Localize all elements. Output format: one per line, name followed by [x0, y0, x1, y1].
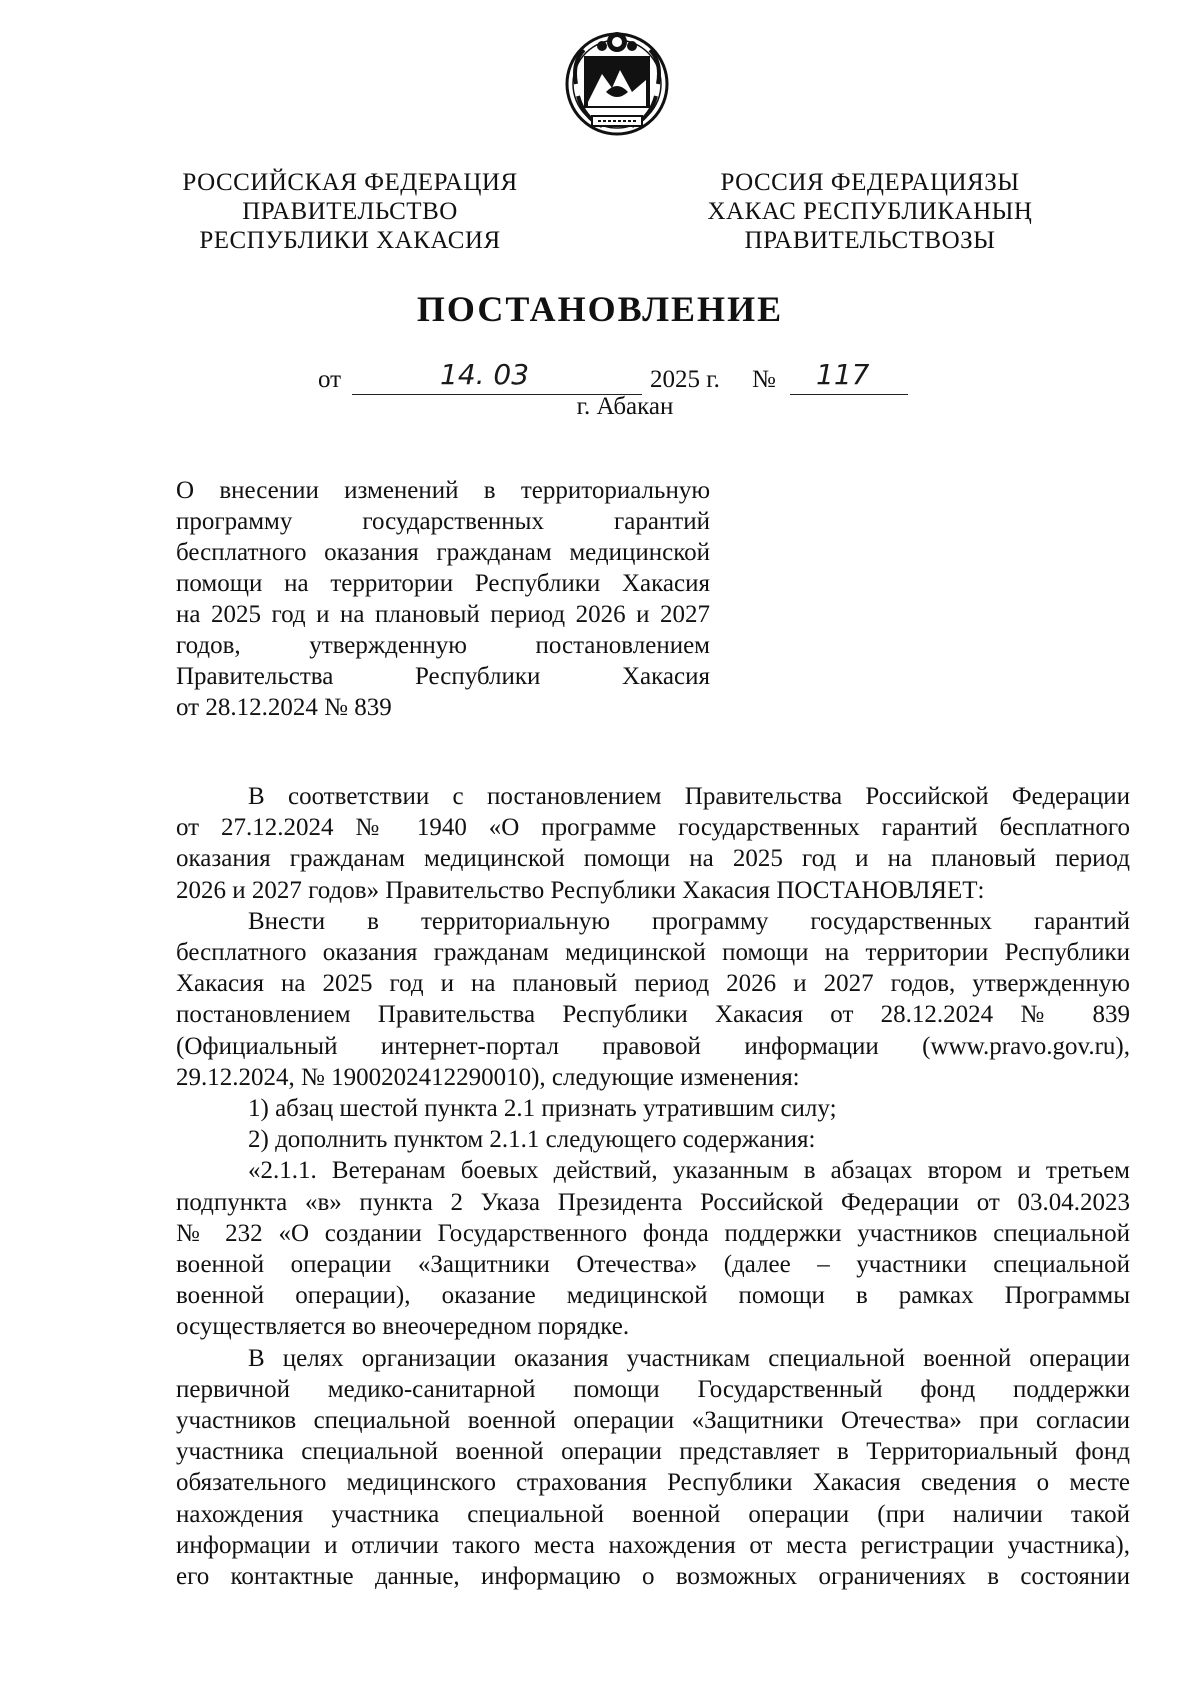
subject-line: от 28.12.2024 № 839: [176, 694, 392, 721]
from-label: от: [318, 366, 342, 393]
body-line: постановлением Правительства Республики Хакасия от 28.12.2024 № 839: [176, 1001, 1130, 1029]
body-line: 2026 и 2027 годов» Правительство Республики Хакасия ПОСТАНОВЛЯЕТ:: [176, 876, 985, 904]
subject-block: [176, 475, 710, 723]
header-left-line: ПРАВИТЕЛЬСТВО: [242, 198, 458, 225]
body-line: «2.1.1. Ветеранам боевых действий, указанным в абзацах втором и третьем: [248, 1157, 1130, 1185]
header-right-block: [690, 168, 1050, 255]
body-line: № 232 «О создании Государственного фонда поддержки участников специальной: [176, 1219, 1130, 1247]
subject-line: годов, утвержденную постановлением: [176, 632, 710, 659]
body-line: обязательного медицинского страхования Республики Хакасия сведения о месте: [176, 1469, 1130, 1497]
body-line: нахождения участника специальной военной операции (при наличии такой: [176, 1500, 1130, 1528]
body-line: 1) абзац шестой пункта 2.1 признать утратившим силу;: [248, 1095, 837, 1123]
date-number-line: [0, 358, 1200, 398]
number-label: №: [752, 366, 776, 393]
body-line: осуществляется во внеочередном порядке.: [176, 1313, 630, 1341]
body-line: первичной медико-санитарной помощи Государственный фонд поддержки: [176, 1375, 1130, 1403]
body-line: В целях организации оказания участникам специальной военной операции: [248, 1344, 1130, 1372]
body-line: оказания гражданам медицинской помощи на 2025 год и на плановый период: [176, 845, 1130, 873]
header-right-line: ХАКАС РЕСПУБЛИКАНЫҢ: [707, 198, 1033, 225]
header-left-line: РОССИЙСКАЯ ФЕДЕРАЦИЯ: [182, 169, 518, 196]
khakassia-coat-of-arms-icon: [562, 22, 672, 140]
body-text: [176, 781, 1130, 1592]
handwritten-number: 117: [816, 358, 870, 391]
header-right-line: РОССИЯ ФЕДЕРАЦИЯЗЫ: [720, 169, 1020, 196]
handwritten-date: 14. 03: [440, 358, 530, 391]
city-line: [0, 393, 1200, 421]
body-line: 2) дополнить пунктом 2.1.1 следующего содержания:: [248, 1126, 816, 1154]
body-line: участников специальной военной операции «Защитники Отечества» при согласии: [176, 1407, 1130, 1435]
city-name: г. Абакан: [576, 393, 674, 420]
body-line: военной операции «Защитники Отечества» (далее – участники специальной: [176, 1251, 1130, 1279]
body-line: Хакасия на 2025 год и на плановый период 2026 и 2027 годов, утвержденную: [176, 970, 1130, 998]
body-line: военной операции), оказание медицинской помощи в рамках Программы: [176, 1282, 1130, 1310]
body-line: (Официальный интернет-портал правовой информации (www.pravo.gov.ru),: [176, 1032, 1130, 1060]
body-line: Внести в территориальную программу государственных гарантий: [248, 907, 1130, 935]
year-label: 2025 г.: [650, 366, 720, 393]
header-left-line: РЕСПУБЛИКИ ХАКАСИЯ: [199, 227, 501, 254]
subject-line: бесплатного оказания гражданам медицинской: [176, 539, 710, 566]
body-line: подпункта «в» пункта 2 Указа Президента Российской Федерации от 03.04.2023: [176, 1188, 1130, 1216]
subject-line: помощи на территории Республики Хакасия: [176, 570, 710, 597]
body-line: В соответствии с постановлением Правительства Российской Федерации: [248, 783, 1130, 810]
body-line: информации и отличии такого места нахождения от места регистрации участника),: [176, 1531, 1130, 1559]
subject-line: на 2025 год и на плановый период 2026 и 2027: [176, 601, 710, 628]
body-line: его контактные данные, информацию о возможных ограничениях в состоянии: [176, 1563, 1130, 1591]
subject-line: программу государственных гарантий: [176, 508, 710, 535]
body-line: от 27.12.2024 № 1940 «О программе государственных гарантий бесплатного: [176, 814, 1130, 842]
body-line: участника специальной военной операции представляет в Территориальный фонд: [176, 1438, 1130, 1466]
subject-line: Правительства Республики Хакасия: [176, 663, 710, 690]
header-right-line: ПРАВИТЕЛЬСТВОЗЫ: [744, 227, 996, 254]
body-line: 29.12.2024, № 1900202412290010), следующие изменения:: [176, 1063, 800, 1091]
header-left-block: [170, 168, 530, 255]
document-type-title: ПОСТАНОВЛЕНИЕ: [416, 289, 784, 329]
body-line: бесплатного оказания гражданам медицинской помощи на территории Республики: [176, 939, 1130, 967]
subject-line: О внесении изменений в территориальную: [176, 477, 710, 504]
